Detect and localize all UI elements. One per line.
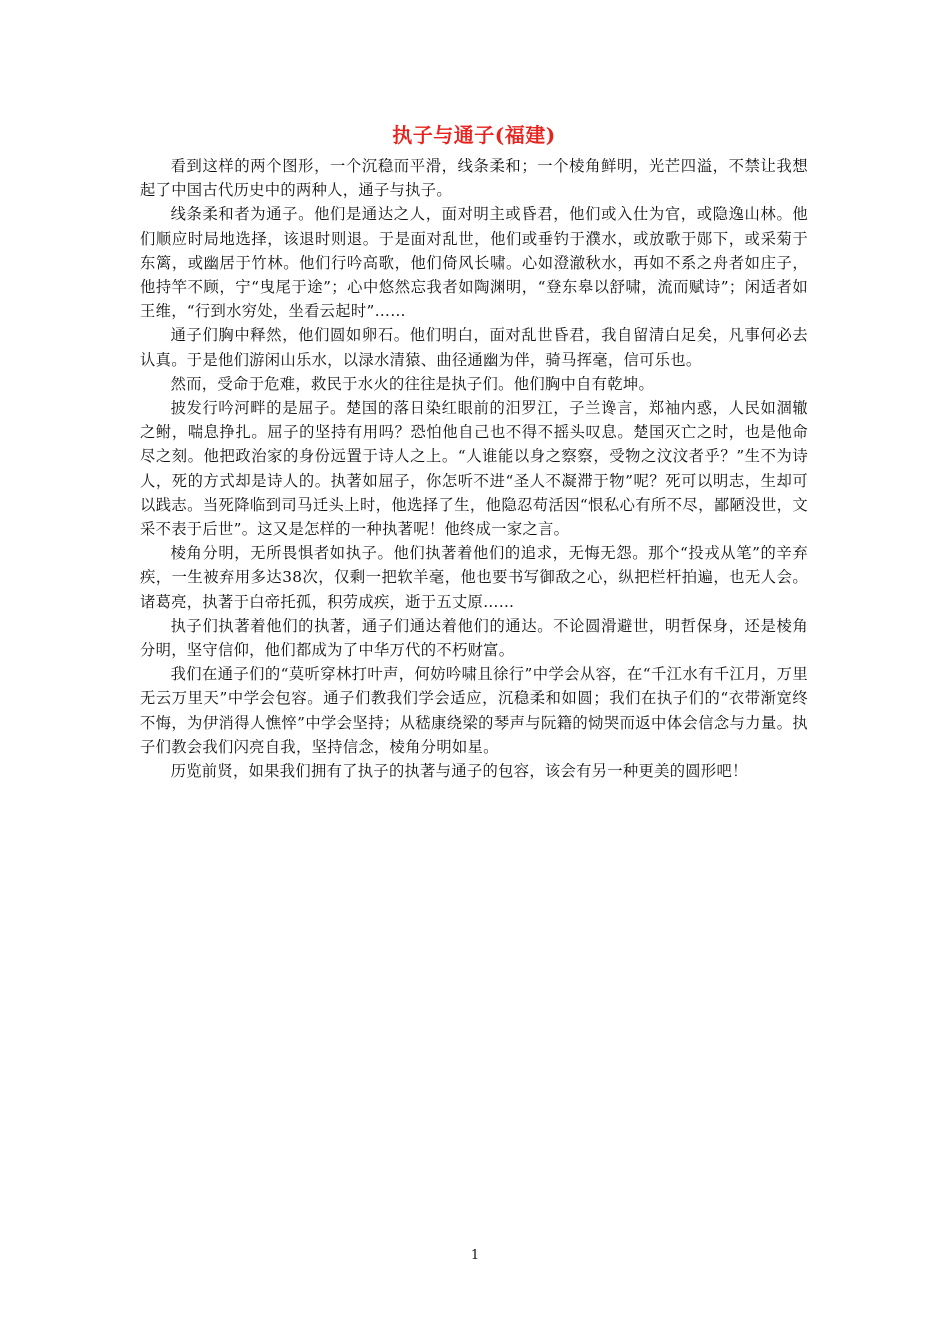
paragraph-4: 然而，受命于危难，救民于水火的往往是执子们。他们胸中自有乾坤。 — [170, 374, 655, 393]
page-number: 1 — [470, 1248, 480, 1263]
document-content — [140, 118, 808, 783]
paragraph-7: 执子们执著着他们的执著，通子们通达着他们的通达。不论圆滑避世，明哲保身，还是棱角分明，坚守信仰，他们都成为了中华万代的不朽财富。 — [140, 616, 808, 660]
paragraph-5: 披发行吟河畔的是屈子。楚国的落日染红眼前的汨罗江，子兰谗言，郑袖内惑，人民如涸辙之鲋，喘息挣扎。屈子的坚持有用吗？恐怕他自己也不得不摇头叹息。楚国灭亡之时，也是他命尽之刻。他把政治家的身份远置于诗人之上。“人谁能以身之察察，受物之汶汶者乎？”生不为诗人，死的方式却是诗人的。执著如屈子，你怎听不进“圣人不凝滞于物”呢？死可以明志，生却可以践志。当死降临到司马迁头上时，他选择了生，他隐忍苟活因“恨私心有所不尽，鄙陋没世，文采不表于后世”。这又是怎样的一种执著呢！他终成一家之言。 — [140, 399, 808, 539]
document-title: 执子与通子(福建) — [392, 123, 556, 147]
paragraph-2: 线条柔和者为通子。他们是通达之人，面对明主或昏君，他们或入仕为官，或隐逸山林。他们顺应时局地选择，该退时则退。于是面对乱世，他们或垂钓于濮水，或放歌于郧下，或采菊于东篱，或幽居于竹林。他们行吟高歌，他们倚风长啸。心如澄澈秋水，再如不系之舟者如庄子，他持竿不顾，宁“曳尾于途”；心中悠然忘我者如陶渊明，“登东皋以舒啸，流而赋诗”；闲适者如王维，“行到水穷处，坐看云起时”…… — [140, 205, 808, 321]
paragraph-1: 看到这样的两个图形，一个沉稳而平滑，线条柔和；一个棱角鲜明，光芒四溢，不禁让我想起了中国古代历史中的两种人，通子与执子。 — [140, 157, 808, 200]
paragraph-3: 通子们胸中释然，他们圆如卵石。他们明白，面对乱世昏君，我自留清白足矣，凡事何必去认真。于是他们游闲山乐水，以渌水清猿、曲径通幽为伴，骑马挥毫，信可乐也。 — [140, 326, 808, 369]
paragraph-6: 棱角分明，无所畏惧者如执子。他们执著着他们的追求，无悔无怨。那个“投戎从笔”的辛弃疾，一生被弃用多达38次，仅剩一把软羊毫，他也要书写御敌之心，纵把栏杆拍遍，也无人会。诸葛亮，执著于白帝托孤，积劳成疾，逝于五丈原…… — [140, 544, 808, 611]
paragraph-8: 我们在通子们的“莫听穿林打叶声，何妨吟啸且徐行”中学会从容，在“千江水有千江月，万里无云万里天”中学会包容。通子们教我们学会适应，沉稳柔和如圆；我们在执子们的“衣带渐宽终不悔，为伊消得人憔悴”中学会坚持；从嵇康绕梁的琴声与阮籍的恸哭而返中体会信念与力量。执子们教会我们闪亮自我，坚持信念，棱角分明如星。 — [140, 665, 808, 756]
paragraph-9: 历览前贤，如果我们拥有了执子的执著与通子的包容，该会有另一种更美的圆形吧！ — [170, 762, 748, 781]
